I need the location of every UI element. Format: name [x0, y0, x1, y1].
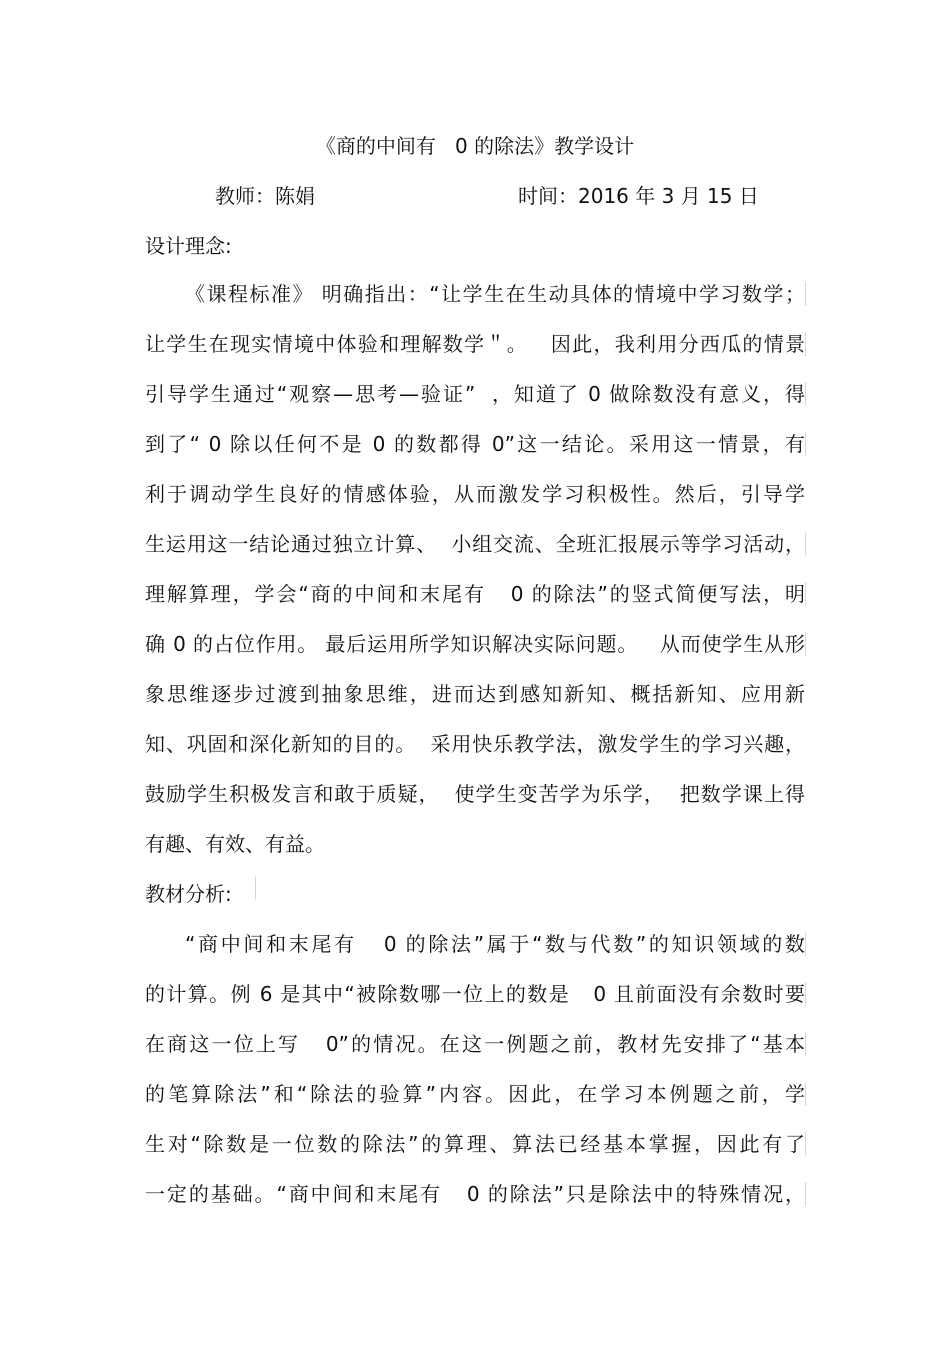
paragraph-line: 生运用这一结论通过独立计算、 小组交流、全班汇报展示等学习活动， [145, 532, 805, 556]
document-title: 《商的中间有 0 的除法》教学设计 [315, 134, 635, 158]
margin-mark [805, 532, 806, 556]
paragraph-line: 鼓励学生积极发言和敢于质疑， 使学生变苦学为乐学， 把数学课上得 [145, 782, 805, 806]
paragraph-line: 利于调动学生良好的情感体验，从而激发学习积极性。然后，引导学 [145, 482, 805, 506]
teacher-name: 教师：陈娟 [215, 184, 315, 208]
margin-mark [805, 632, 806, 656]
section-heading-design-concept: 设计理念: [145, 234, 232, 258]
paragraph-line: 让学生在现实情境中体验和理解数学＂。 因此，我利用分西瓜的情景 [145, 332, 805, 356]
paragraph-line: 有趣、有效、有益。 [145, 832, 325, 856]
margin-mark [805, 982, 806, 1006]
margin-mark [805, 1182, 806, 1206]
margin-mark [805, 432, 806, 456]
margin-mark [805, 382, 806, 406]
paragraph-line: 生对“除数是一位数的除法”的算理、算法已经基本掌握，因此有了 [145, 1132, 805, 1156]
lesson-date: 时间：2016 年 3 月 15 日 [518, 184, 759, 208]
paragraph-line: 知、巩固和深化新知的目的。 采用快乐教学法，激发学生的学习兴趣， [145, 732, 805, 756]
paragraph-line: 一定的基础。“商中间和末尾有 0 的除法”只是除法中的特殊情况， [145, 1182, 805, 1206]
paragraph-line: 的计算。例 6 是其中“被除数哪一位上的数是 0 且前面没有余数时要 [145, 982, 805, 1006]
margin-mark [805, 932, 806, 956]
margin-mark [805, 582, 806, 606]
paragraph-line: “商中间和末尾有 0 的除法”属于“数与代数”的知识领域的数 [185, 932, 805, 956]
section-heading-material-analysis: 教材分析: [145, 882, 232, 906]
paragraph-line: 《课程标准》 明确指出：“让学生在生动具体的情境中学习数学； [185, 282, 805, 306]
paragraph-line: 的笔算除法”和“除法的验算”内容。因此，在学习本例题之前，学 [145, 1082, 805, 1106]
margin-mark [805, 332, 806, 356]
paragraph-line: 象思维逐步过渡到抽象思维，进而达到感知新知、概括新知、应用新 [145, 682, 805, 706]
margin-mark [805, 1032, 806, 1056]
paragraph-line: 到了“ 0 除以任何不是 0 的数都得 0”这一结论。采用这一情景，有 [145, 432, 805, 456]
paragraph-line: 理解算理，学会“商的中间和末尾有 0 的除法”的竖式简便写法，明 [145, 582, 805, 606]
margin-mark [805, 1132, 806, 1156]
margin-mark [805, 282, 806, 306]
margin-mark [255, 876, 256, 900]
paragraph-line: 确 0 的占位作用。 最后运用所学知识解决实际问题。 从而使学生从形 [145, 632, 805, 656]
margin-mark [805, 1082, 806, 1106]
paragraph-line: 引导学生通过“观察—思考—验证” ，知道了 0 做除数没有意义，得 [145, 382, 805, 406]
paragraph-line: 在商这一位上写 0”的情况。在这一例题之前，教材先安排了“基本 [145, 1032, 805, 1056]
